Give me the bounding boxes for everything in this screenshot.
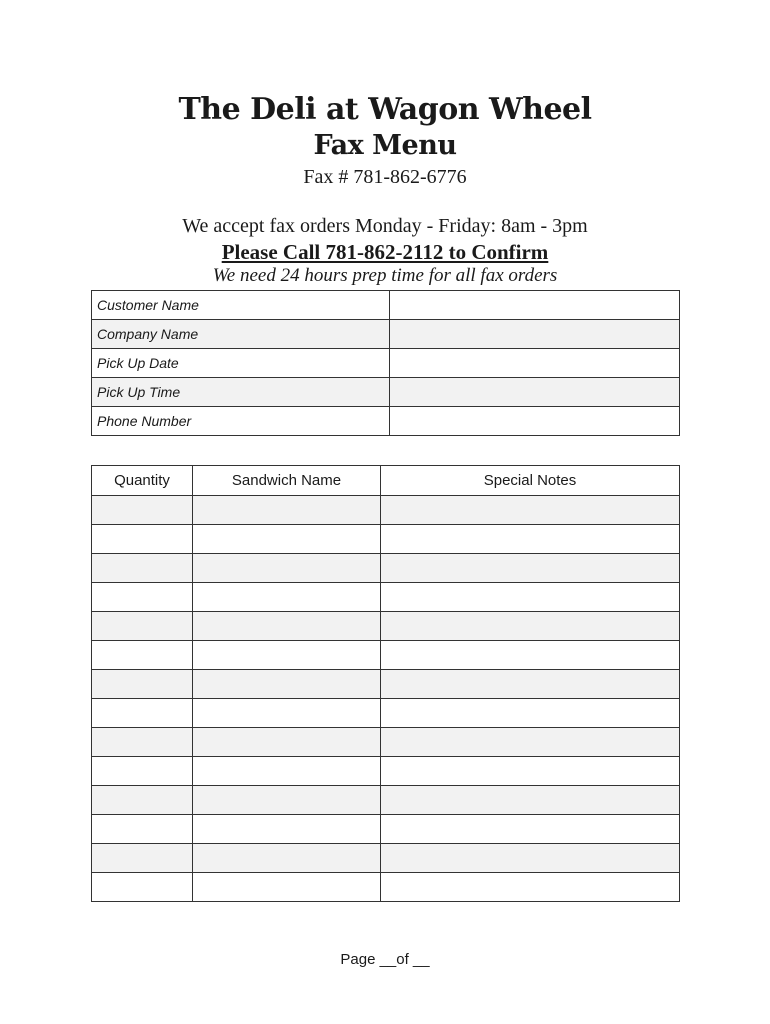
phone-number-row — [92, 407, 680, 436]
order-row — [92, 554, 680, 583]
sandwich-name-cell[interactable] — [193, 554, 381, 583]
order-table — [91, 465, 680, 902]
fax-number: Fax # 781-862-6776 — [303, 166, 467, 188]
special-notes-cell[interactable] — [381, 496, 680, 525]
sandwich-name-cell[interactable] — [193, 728, 381, 757]
order-header-row — [92, 466, 680, 496]
quantity-cell[interactable] — [92, 844, 193, 873]
pickup-date-field[interactable] — [390, 349, 680, 378]
sandwich-name-cell[interactable] — [193, 525, 381, 554]
order-row — [92, 496, 680, 525]
phone-number-field[interactable] — [390, 407, 680, 436]
special-notes-cell[interactable] — [381, 728, 680, 757]
order-row — [92, 699, 680, 728]
quantity-cell[interactable] — [92, 641, 193, 670]
special-notes-cell[interactable] — [381, 612, 680, 641]
company-name-label: Company Name — [92, 320, 390, 349]
quantity-cell[interactable] — [92, 496, 193, 525]
special-notes-cell[interactable] — [381, 641, 680, 670]
document-subtitle: Fax Menu — [313, 130, 457, 161]
special-notes-cell[interactable] — [381, 554, 680, 583]
special-notes-cell[interactable] — [381, 844, 680, 873]
order-row — [92, 844, 680, 873]
special-notes-cell[interactable] — [381, 699, 680, 728]
quantity-cell[interactable] — [92, 583, 193, 612]
sandwich-name-header: Sandwich Name — [193, 466, 381, 496]
sandwich-name-cell[interactable] — [193, 757, 381, 786]
company-name-row — [92, 320, 680, 349]
sandwich-name-cell[interactable] — [193, 815, 381, 844]
sandwich-name-cell[interactable] — [193, 873, 381, 902]
sandwich-name-cell[interactable] — [193, 496, 381, 525]
quantity-cell[interactable] — [92, 612, 193, 641]
page-number: Page __of __ — [340, 951, 430, 968]
special-notes-cell[interactable] — [381, 786, 680, 815]
quantity-cell[interactable] — [92, 670, 193, 699]
order-row — [92, 728, 680, 757]
quantity-cell[interactable] — [92, 873, 193, 902]
pickup-date-label: Pick Up Date — [92, 349, 390, 378]
special-notes-cell[interactable] — [381, 583, 680, 612]
sandwich-name-cell[interactable] — [193, 641, 381, 670]
sandwich-name-cell[interactable] — [193, 670, 381, 699]
quantity-cell[interactable] — [92, 554, 193, 583]
order-hours: We accept fax orders Monday - Friday: 8am - 3pm — [182, 215, 588, 237]
pickup-time-row — [92, 378, 680, 407]
quantity-cell[interactable] — [92, 786, 193, 815]
sandwich-name-cell[interactable] — [193, 786, 381, 815]
quantity-cell[interactable] — [92, 525, 193, 554]
order-row — [92, 873, 680, 902]
customer-info-table — [91, 290, 680, 436]
special-notes-cell[interactable] — [381, 873, 680, 902]
company-name-field[interactable] — [390, 320, 680, 349]
special-notes-cell[interactable] — [381, 757, 680, 786]
prep-notice: We need 24 hours prep time for all fax orders — [212, 265, 558, 286]
confirm-phone: Please Call 781-862-2112 to Confirm — [221, 240, 549, 264]
pickup-time-field[interactable] — [390, 378, 680, 407]
quantity-cell[interactable] — [92, 815, 193, 844]
pickup-date-row — [92, 349, 680, 378]
pickup-time-label: Pick Up Time — [92, 378, 390, 407]
quantity-cell[interactable] — [92, 757, 193, 786]
order-row — [92, 670, 680, 699]
special-notes-cell[interactable] — [381, 525, 680, 554]
phone-number-label: Phone Number — [92, 407, 390, 436]
sandwich-name-cell[interactable] — [193, 699, 381, 728]
customer-name-row — [92, 291, 680, 320]
special-notes-header: Special Notes — [381, 466, 680, 496]
order-row — [92, 757, 680, 786]
customer-name-field[interactable] — [390, 291, 680, 320]
order-row — [92, 815, 680, 844]
special-notes-cell[interactable] — [381, 670, 680, 699]
sandwich-name-cell[interactable] — [193, 612, 381, 641]
order-row — [92, 786, 680, 815]
document-title: The Deli at Wagon Wheel — [178, 92, 592, 127]
order-row — [92, 641, 680, 670]
quantity-cell[interactable] — [92, 728, 193, 757]
quantity-cell[interactable] — [92, 699, 193, 728]
order-row — [92, 612, 680, 641]
customer-name-label: Customer Name — [92, 291, 390, 320]
special-notes-cell[interactable] — [381, 815, 680, 844]
sandwich-name-cell[interactable] — [193, 844, 381, 873]
order-row — [92, 525, 680, 554]
sandwich-name-cell[interactable] — [193, 583, 381, 612]
quantity-header: Quantity — [92, 466, 193, 496]
order-row — [92, 583, 680, 612]
